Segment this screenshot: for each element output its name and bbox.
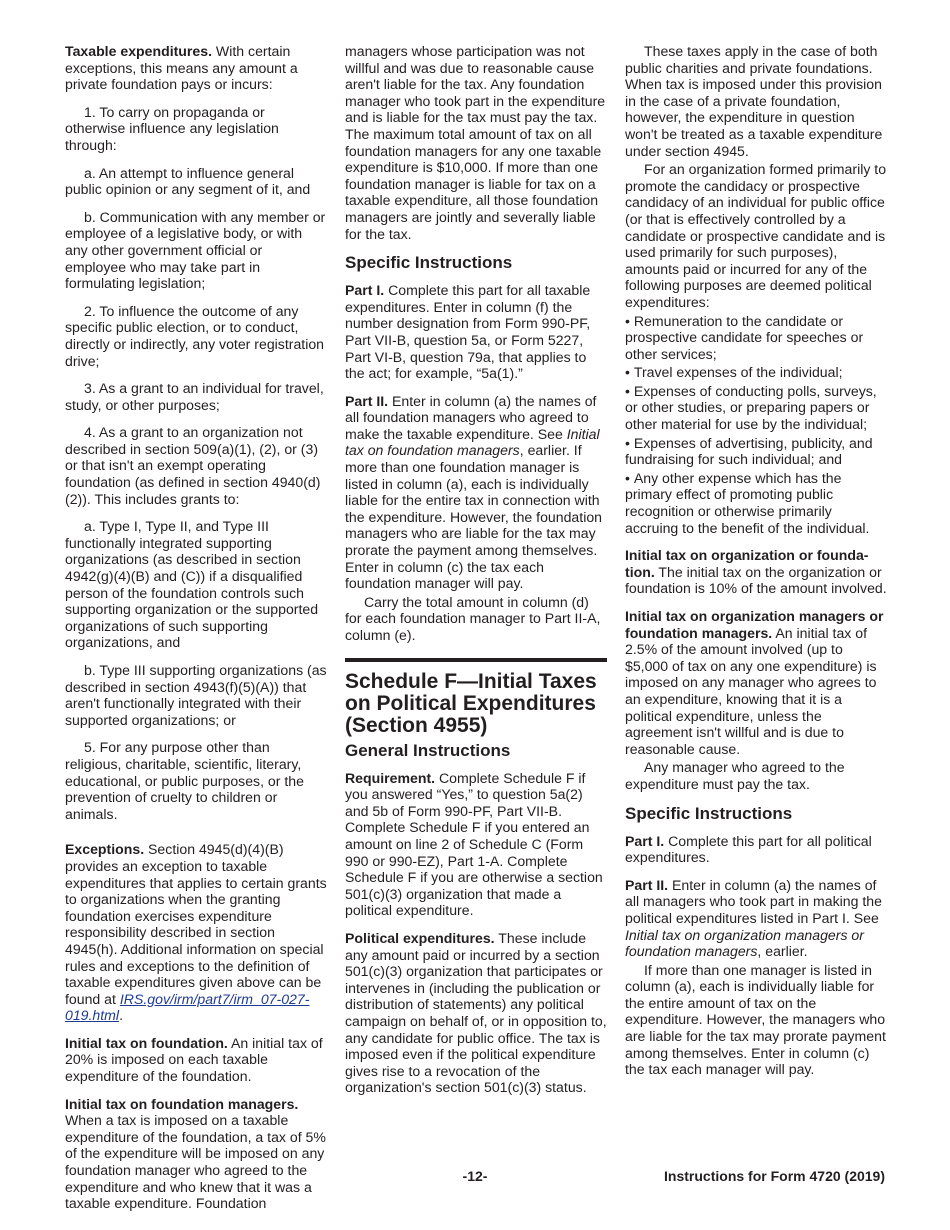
part-ii-heading: Part II. [345, 392, 389, 409]
list-item-1b: b. Communication with any member or employee of a legislative body, or with any other government official or employee who may take part in formulating legislation; [65, 208, 326, 292]
part-ii-para: Part II. Enter in column (a) the names of all foundation managers who agreed to make the taxable expenditure. See Initial tax on foundation managers, earlier. If more than one foundation manager is listed in column (a), each is individually liable for the entire tax in connection with the expenditure. However, the foundation managers who are liable for the tax may prorate the payment among themselves. Enter in column (c) the tax each foundation manager will pay. [345, 392, 602, 592]
managers-continued-para: managers whose participation was not willful and was due to reasonable cause aren't liable for the tax. Any foundation manager who took part in the expenditure and is liable for the tax must pay the tax. The maximum total amount of tax on all foundation managers for any one taxable expenditure is $10,000. If more than one foundation manager is liable for tax on a taxable expenditure, all those foundation managers are jointly and severally liable for the tax. [345, 43, 606, 242]
initial-tax-org-managers-para: Initial tax on organization managers or foundation managers. An initial tax of 2.5% of the amount involved (up to $5,000 of tax on any one expenditure) is imposed on any manager who agrees to an expenditure, knowing that it is a political expenditure, unless the agreement isn't willful and is due to reasonable cause. [625, 608, 884, 757]
list-item-4: 4. As a grant to an organization not described in section 509(a)(1), (2), or (3) or that isn't an exempt operating foundation (as defined in section 4940(d)(2)). This includes grants to: [65, 424, 321, 507]
list-item-4b: b. Type III supporting organizations (as described in section 4943(f)(5)(A)) that aren't functionally integrated with their supported organizations; or [65, 662, 327, 728]
initial-tax-organization-para: Initial tax on organization or founda-tion. The initial tax on the organization or foundation is 10% of the amount involved. [625, 547, 887, 597]
bullet-item: • Travel expenses of the individual; [625, 364, 887, 381]
schedule-f-heading: Schedule F—Initial Taxes on Political Expenditures (Section 4955) [345, 669, 597, 737]
column-middle [345, 43, 607, 1107]
list-item-5: 5. For any purpose other than religious, charitable, scientific, literary, educational, or public purposes, or the prevention of cruelty to children or animals. [65, 739, 304, 822]
organization-formed-para: For an organization formed primarily to promote the candidacy or prospective candidacy of an individual for public office (or that is effectively controlled by a candidate or prospective candidate and is used primarily for such purposes), amounts paid or incurred for any of the following purposes are deemed political expenditures: [625, 161, 887, 310]
exceptions-text: Section 4945(d)(4)(B) provides an exception to taxable expenditures that applies to certain grants to organizations when the granting foundation exercises expenditure responsibility described in section 4945(h). Additional information on special rules and exceptions to the definition of taxable expenditures given above can be found at [65, 841, 327, 1007]
taxable-expenditures-para [65, 43, 327, 93]
bullet-item: • Expenses of advertising, publicity, and fundraising for such individual; and [625, 435, 887, 468]
exceptions-heading: Exceptions. [65, 841, 145, 858]
specific-instructions-heading-2: Specific Instructions [625, 803, 793, 823]
page-number: -12- [462, 1168, 488, 1184]
initial-tax-organization-heading: Initial tax on organization or founda-tion. [625, 547, 869, 580]
political-expenditures-heading: Political expenditures. [345, 929, 495, 946]
list-item-1a: a. An attempt to influence general public opinion or any segment of it, and [65, 164, 311, 198]
bullet-item: • Any other expense which has the primary effect of promoting public recognition or otherwise primarily accruing to the benefit of the individual. [625, 470, 887, 536]
initial-tax-foundation-heading: Initial tax on foundation. [65, 1034, 228, 1051]
column-right [625, 43, 887, 1089]
taxable-expenditures-heading: Taxable expenditures. [65, 43, 212, 59]
bullet-item: • Remuneration to the candidate or prospective candidate for speeches or other services; [625, 313, 887, 363]
more-than-one-manager-para: If more than one manager is listed in column (a), each is individually liable for the entire amount of tax on the expenditure. However, the managers who are liable for the tax may prorate payment among themselves. Enter in column (c) the tax each manager will pay. [625, 961, 886, 1078]
political-expenditures-para: Political expenditures. These include any amount paid or incurred by a section 501(c)(3) organization that participates or intervenes in (including the publication or distribution of statements) any political campaign on behalf of, or in opposition to, any candidate for public office. The tax is imposed even if the political expenditure gives rise to a revocation of the organization's section 501(c)(3) status. [345, 929, 607, 1096]
specific-instructions-heading: Specific Instructions [345, 253, 513, 273]
column-left [65, 43, 327, 1223]
initial-tax-managers-heading: Initial tax on foundation managers. [65, 1095, 299, 1112]
list-item-4a: a. Type I, Type II, and Type III functionally integrated supporting organizations (as described in section 4942(g)(4)(B) and (C)) if a disqualified person of the foundation controls such supporting organization or the supported organizations of such supporting organizations, and [65, 518, 319, 651]
section-divider [345, 658, 607, 662]
part-i-political-para: Part I. Complete this part for all political expenditures. [625, 832, 872, 866]
initial-tax-managers-para: Initial tax on foundation managers. When a tax is imposed on a taxable expenditure of the foundation, a tax of 5% of the expenditure will be imposed on any foundation manager who agreed to the expenditure and who knew that it was a taxable expenditure. Foundation [65, 1095, 326, 1212]
exceptions-para: Exceptions. Section 4945(d)(4)(B) provides an exception to taxable expenditures that applies to certain grants to organizations when the granting foundation exercises expenditure responsibility described in section 4945(h). Additional information on special rules and exceptions to the definition of taxable expenditures given above can be found at IRS.gov/irm/part7/irm_07-027-019.html. [65, 841, 327, 1024]
part-ii-heading-2: Part II. [625, 876, 669, 893]
part-i-heading-2: Part I. [625, 832, 665, 849]
requirement-para: Requirement. Complete Schedule F if you answered “Yes,” to question 5a(2) and 5b of Form 990-PF, Part VII-B. Complete Schedule F if you entered an amount on line 2 of Schedule C (Form 990 or 990-EZ), Part 1-A. Complete Schedule F if you are otherwise a section 501(c)(3) organization that made a political expenditure. [345, 769, 603, 919]
taxes-apply-para: These taxes apply in the case of both public charities and private foundations. When tax is imposed under this provision in the case of a private foundation, however, the expenditure in question won't be treated as a taxable expenditure under section 4945. [625, 43, 883, 159]
list-item-2: 2. To influence the outcome of any specific public election, or to conduct, directly or indirectly, any voter registration drive; [65, 302, 325, 369]
general-instructions-heading: General Instructions [345, 740, 511, 760]
part-i-heading: Part I. [345, 282, 385, 299]
any-manager-para: Any manager who agreed to the expenditure must pay the tax. [625, 759, 845, 792]
initial-tax-foundation-para: Initial tax on foundation. An initial tax of 20% is imposed on each taxable expenditure of the foundation. [65, 1034, 323, 1085]
requirement-heading: Requirement. [345, 769, 436, 786]
carry-total-para: Carry the total amount in column (d) for each foundation manager to Part II-A, column (e). [345, 593, 601, 643]
initial-tax-org-managers-heading: Initial tax on organization managers or foundation managers. [625, 608, 884, 641]
part-ii-political-para: Part II. Enter in column (a) the names of all managers who took part in making the political expenditures listed in Part I. See Initial tax on organization managers or foundation managers, earlier. [625, 876, 882, 960]
part-i-para: Part I. Complete this part for all taxable expenditures. Enter in column (f) the number designation from Form 990-PF, Part VII-B, question 5a, or Form 5227, Part VI-B, question 79a, that applies to the act; for example, “5a(1).” [345, 282, 591, 382]
list-item-1: 1. To carry on propaganda or otherwise influence any legislation through: [65, 103, 279, 153]
document-title-footer: Instructions for Form 4720 (2019) [664, 1168, 885, 1184]
list-item-3: 3. As a grant to an individual for travel, study, or other purposes; [65, 380, 324, 413]
irm-link[interactable]: IRS.gov/irm/part7/irm_07-027-019.html [65, 990, 310, 1024]
bullet-item: • Expenses of conducting polls, surveys, or other studies, or preparing papers or other material for use by the individual; [625, 383, 887, 433]
taxable-expenditures-text: With certain exceptions, this means any amount a private foundation pays or incurs: [65, 43, 298, 93]
